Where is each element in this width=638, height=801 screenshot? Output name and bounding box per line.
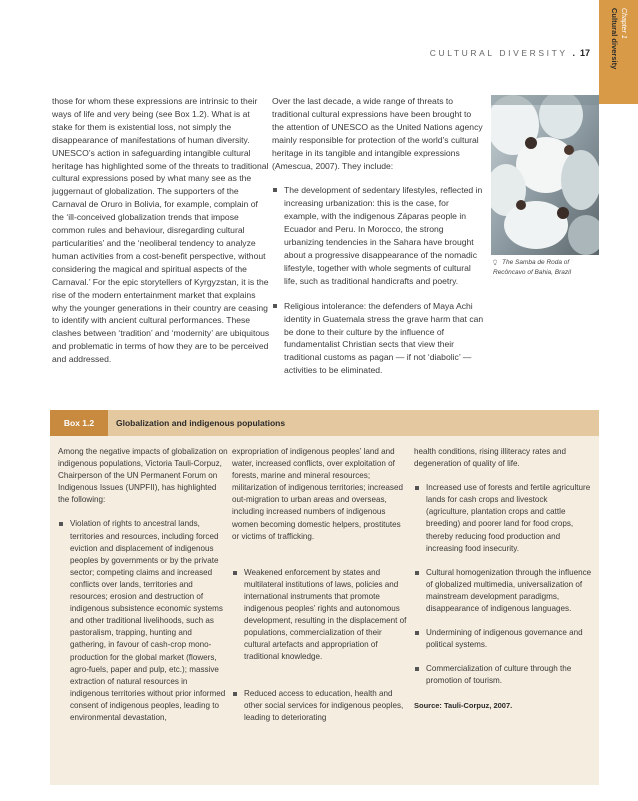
header-title: CULTURAL DIVERSITY [429, 48, 568, 58]
photo-caption [493, 258, 597, 278]
photo-samba-de-roda [491, 95, 599, 255]
list-item: Violation of rights to ancestral lands, territories and resources, including forced eviction and displacement of indigenous peoples by governments or by the private sector; competing claims and increased conflicts over lands, territories and resources; erosion and destruction of indigenous subsistence economic systems and other traditional livelihoods, such as pastoralism, trapping, hunting and gathering, in favour of cash-crop mono-production for the global market (flowers, agro-fuels, paper and pulp, etc.); massive extraction of natural resources in indigenous territories without prior informed consent of indigenous peoples, leading to environmental devastation, [58, 518, 228, 724]
body-column-2 [272, 95, 484, 377]
header-separator: . [572, 48, 576, 58]
threats-list [272, 184, 484, 377]
box-col3-continuation: health conditions, rising illiteracy rates and degeneration of quality of life. [414, 447, 567, 469]
box-source: Source: Tauli-Corpuz, 2007. [414, 700, 513, 710]
box-col2-continuation: expropriation of indigenous peoples’ land and water, increased conflicts, over exploitation of forests, marine and mineral resources; militarization of indigenous territories; increased out-migration to urban areas and overseas, including increased numbers of indigenous women becoming domestic helpers, prostitutes or victims of trafficking. [232, 447, 403, 541]
list-item: Increased use of forests and fertile agriculture lands for cash crops and livestock (agriculture, plantation crops and cattle breeding) and poorer land for food crops, thereby reducing food production and increasing food insecurity. [414, 482, 592, 555]
impacts-list-1 [58, 518, 228, 724]
body-column-1: those for whom these expressions are intrinsic to their ways of life and very being (see Box 1.2). What is at stake for them is existential loss, not simply the disappearance of manifestations of human diversity. UNESCO’s action in safeguarding intangible cultural heritage has highlighted some of the threats to traditional cultural expressions posed by what many see as the juggernaut of globalization. The supporters of the Carnaval de Oruro in Bolivia, for example, complain of the ‘ill-conceived globalization trends that impose common rules and behaviour, disregarding cultural particularities’ and the ‘neoliberal tendency to analyze human activities from a cost-benefit perspective, without considering the magical and spiritual aspects of the Carnaval.’ For the epic storytellers of Kyrgyzstan, it is the rise of the modern entertainment market that explains why the younger generations in their country are ceasing to identify with ancient cultural performances. These clashes between ‘tradition’ and ‘modernity’ are ubiquitous and problematic in terms of how they are to be perceived and addressed. [52, 96, 270, 365]
box-intro: Among the negative impacts of globalization on indigenous populations, Victoria Tauli-Corpuz, Chairperson of the UN Permanent Forum on Indigenous Issues (UNPFII), has highlighted the following: [58, 447, 228, 505]
photo-illustration [491, 95, 599, 255]
box-column-2 [232, 446, 407, 724]
list-item: The development of sedentary lifestyles, reflected in increasing urbanization: this is the case, for example, with the indigenous Záparas people in Ecuador and Peru. In Morocco, the strong urbanizing tendencies in the Sahara have brought about a progressive disappearance of the nomadic lifestyle, together with whole segments of cultural life, such as traditional handicrafts and poetry. [272, 184, 484, 287]
box-label: Box 1.2 [50, 410, 108, 436]
caption-text: The Samba de Roda of Recôncavo of Bahia, Brazil [493, 259, 572, 276]
chapter-number: Chapter 1 [620, 8, 627, 39]
list-item: Religious intolerance: the defenders of Maya Achi identity in Guatemala stress the grave harm that can be done to their culture by the influence of fundamentalist Christian sects that view their traditional customs as pagan — if not ‘diabolic’ — activities to be eliminated. [272, 300, 484, 377]
running-header [380, 48, 590, 58]
impacts-list-2 [232, 567, 407, 724]
chapter-tab [599, 0, 638, 104]
list-item: Cultural homogenization through the influence of globalized multimedia, universalization of mainstream development paradigms, disappearance of indigenous languages. [414, 567, 592, 615]
box-column-3 [414, 446, 592, 712]
box-column-1 [58, 446, 228, 724]
list-item: Reduced access to education, health and other social services for indigenous peoples, leading to deteriorating [232, 688, 407, 724]
chapter-title: Cultural diversity [610, 8, 619, 70]
list-item: Weakened enforcement by states and multilateral institutions of laws, policies and international instruments that promote indigenous peoples’ rights and autonomous development, resulting in the displacement of populations, commercialization of their cultural artefacts and appropriation of traditional knowledge. [232, 567, 407, 664]
camera-icon: ⍜ [493, 259, 498, 266]
impacts-list-3 [414, 482, 592, 687]
page-number: 17 [579, 48, 590, 58]
col2-intro: Over the last decade, a wide range of threats to traditional cultural expressions have been brought to the attention of UNESCO as the United Nations agency mainly responsible for protection of the world’s cultural heritage in its tangible and intangible expressions (Amescua, 2007). They include: [272, 96, 483, 171]
list-item: Undermining of indigenous governance and political systems. [414, 627, 592, 651]
list-item: Commercialization of culture through the promotion of tourism. [414, 663, 592, 687]
box-title: Globalization and indigenous populations [116, 418, 286, 428]
